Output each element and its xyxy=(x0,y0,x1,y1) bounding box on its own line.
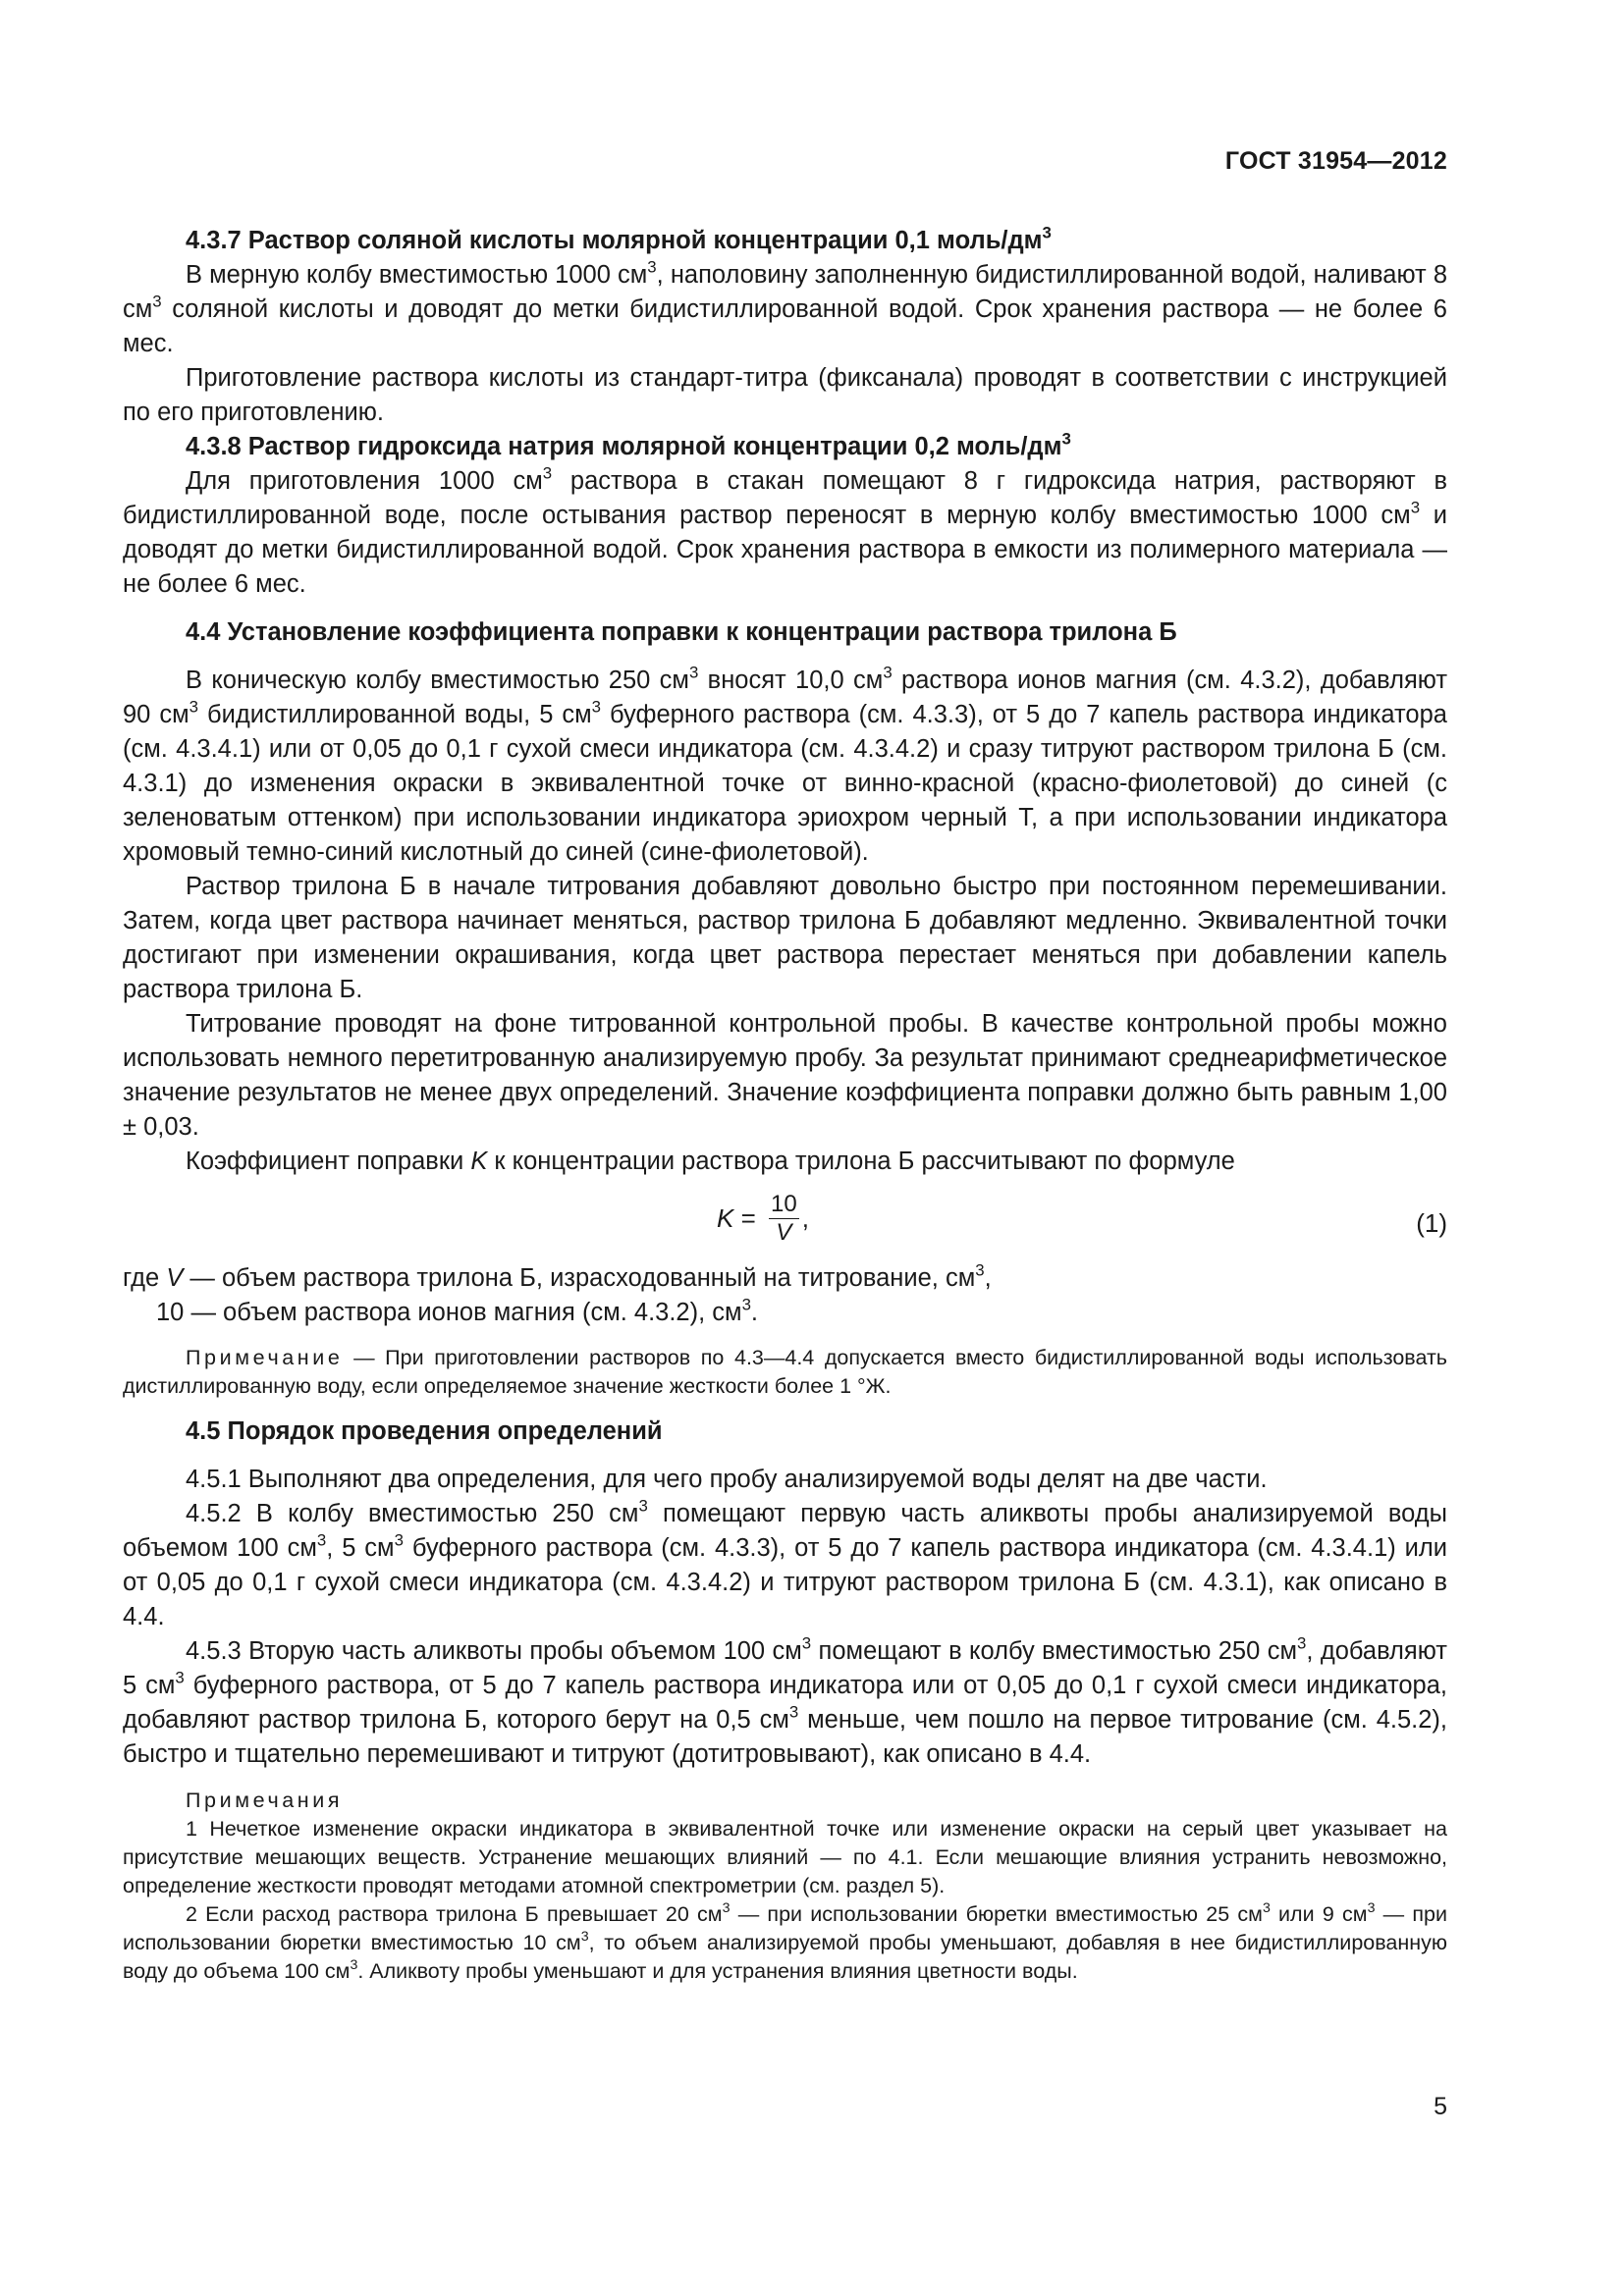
page-content xyxy=(123,224,1447,1986)
formula-legend: 10 — объем раствора ионов магния (см. 4.3.2), $см^3$. xyxy=(156,1295,759,1326)
formula-legend: где V — объем раствора трилона Б, израсходованный на титрование, $см^3$, xyxy=(123,1260,992,1292)
note: Примечание — При приготовлении растворов по 4.3—4.4 допускается вместо бидистиллированной воды использовать дистиллированную воду, если определяемое значение жесткости более 1 °Ж. xyxy=(123,1346,1447,1398)
equation-number: (1) xyxy=(1416,1208,1447,1238)
paragraph: В мерную колбу вместимостью 1000 $см^3$, наполовину заполненную бидистиллированной водой, наливают 8 $см^3$ соляной кислоты и доводят до метки бидистиллированной водой. Срок хранения раствора — не более 6 мес. xyxy=(123,257,1448,357)
paragraph: Приготовление раствора кислоты из стандарт-титра (фиксанала) проводят в соответствии с инструкцией по его приготовлению. xyxy=(123,364,1447,426)
paragraph: Коэффициент поправки K к концентрации раствора трилона Б рассчитывают по формуле xyxy=(186,1148,1235,1175)
notes-heading: Примечания xyxy=(186,1789,344,1812)
formula-expression: K = $\frac{10}{V}$ , xyxy=(717,1191,809,1246)
note-item: 2 Если расход раствора трилона Б превышает 20 $см^3$ — при использовании бюретки вместимостью 25 $см^3$ или 9 $см^3$ — при использовании бюретки вместимостью 10 $см^3$, то объем анализируемой пробы уменьшают, добавляя в нее бидистиллированную воду до объема 100 $см^3$. Аликвоту пробы уменьшают и для устранения влияния цветности воды. xyxy=(123,1900,1448,1983)
paragraph: В коническую колбу вместимостью 250 $см^3$ вносят 10,0 $см^3$ раствора ионов магния (см. 4.3.2), добавляют 90 $см^3$ бидистиллированной воды, 5 $см^3$ буферного раствора (см. 4.3.3), от 5 до 7 капель раствора индикатора (см. 4.3.4.1) или от 0,05 до 0,1 г сухой смеси индикатора (см. 4.3.4.2) и сразу титруют раствором трилона Б (см. 4.3.1) до изменения окраски в эквивалентной точке от винно-красной (красно-фиолетовой) до синей (с зеленоватым оттенком) при использовании индикатора эриохром черный Т, а при использовании индикатора хромовый темно-синий кислотный до синей (сине-фиолетовой). xyxy=(123,663,1447,866)
paragraph: 4.5.1 Выполняют два определения, для чего пробу анализируемой воды делят на две части. xyxy=(186,1466,1268,1493)
paragraph: Раствор трилона Б в начале титрования добавляют довольно быстро при постоянном перемешивании. Затем, когда цвет раствора начинает меняться, раствор трилона Б добавляют медленно. Эквивалентной точки достигают при изменении окрашивания, когда цвет раствора перестает меняться при добавлении капель раствора трилона Б. xyxy=(123,873,1447,1003)
paragraph: Титрование проводят на фоне титрованной контрольной пробы. В качестве контрольной пробы можно использовать немного перетитрованную анализируемую пробу. За результат принимают среднеарифметическое значение результатов не менее двух определений. Значение коэффициента поправки должно быть равным 1,00 ± 0,03. xyxy=(123,1010,1447,1141)
standard-code-header: ГОСТ 31954—2012 xyxy=(1224,147,1447,175)
note-item: 1 Нечеткое изменение окраски индикатора в эквивалентной точке или изменение окраски на серый цвет указывает на присутствие мешающих веществ. Устранение мешающих влияний — по 4.1. Если мешающие влияния устранить невозможно, определение жесткости проводят методами атомной спектрометрии (см. раздел 5). xyxy=(123,1817,1447,1897)
section-4-4-title: 4.4 Установление коэффициента поправки к концентрации раствора трилона Б xyxy=(186,618,1177,646)
fraction: $\frac{10}{V}$ xyxy=(770,1191,797,1246)
section-4-3-8-title: 4.3.8 Раствор гидроксида натрия молярной концентрации 0,2 моль/$дм^3$ xyxy=(186,429,1071,460)
paragraph: 4.5.3 Вторую часть аликвоты пробы объемом 100 $см^3$ помещают в колбу вместимостью 250 $см^3$, добавляют 5 $см^3$ буферного раствора, от 5 до 7 капель раствора индикатора или от 0,05 до 0,1 г сухой смеси индикатора, добавляют раствор трилона Б, которого берут на 0,5 $см^3$ меньше, чем пошло на первое титрование (см. 4.5.2), быстро и тщательно перемешивают и титруют (дотитровывают), как описано в 4.4. xyxy=(123,1633,1447,1768)
paragraph: Для приготовления 1000 $см^3$ раствора в стакан помещают 8 г гидроксида натрия, растворяют в бидистиллированной воде, после остывания раствор переносят в мерную колбу вместимостью 1000 $см^3$ и доводят до метки бидистиллированной водой. Срок хранения раствора в емкости из полимерного материала — не более 6 мес. xyxy=(123,463,1447,598)
page-number: 5 xyxy=(1434,2093,1447,2120)
formula-1 xyxy=(123,1185,1447,1257)
paragraph: 4.5.2 В колбу вместимостью 250 $см^3$ помещают первую часть аликвоты пробы анализируемой воды объемом 100 $см^3$, 5 $см^3$ буферного раствора (см. 4.3.3), от 5 до 7 капель раствора индикатора (см. 4.3.4.1) или от 0,05 до 0,1 г сухой смеси индикатора (см. 4.3.4.2) и титруют раствором трилона Б (см. 4.3.1), как описано в 4.4. xyxy=(123,1496,1447,1630)
section-4-5-title: 4.5 Порядок проведения определений xyxy=(186,1417,663,1445)
section-4-3-7-title: 4.3.7 Раствор соляной кислоты молярной концентрации 0,1 моль/$дм^3$ xyxy=(186,223,1052,254)
